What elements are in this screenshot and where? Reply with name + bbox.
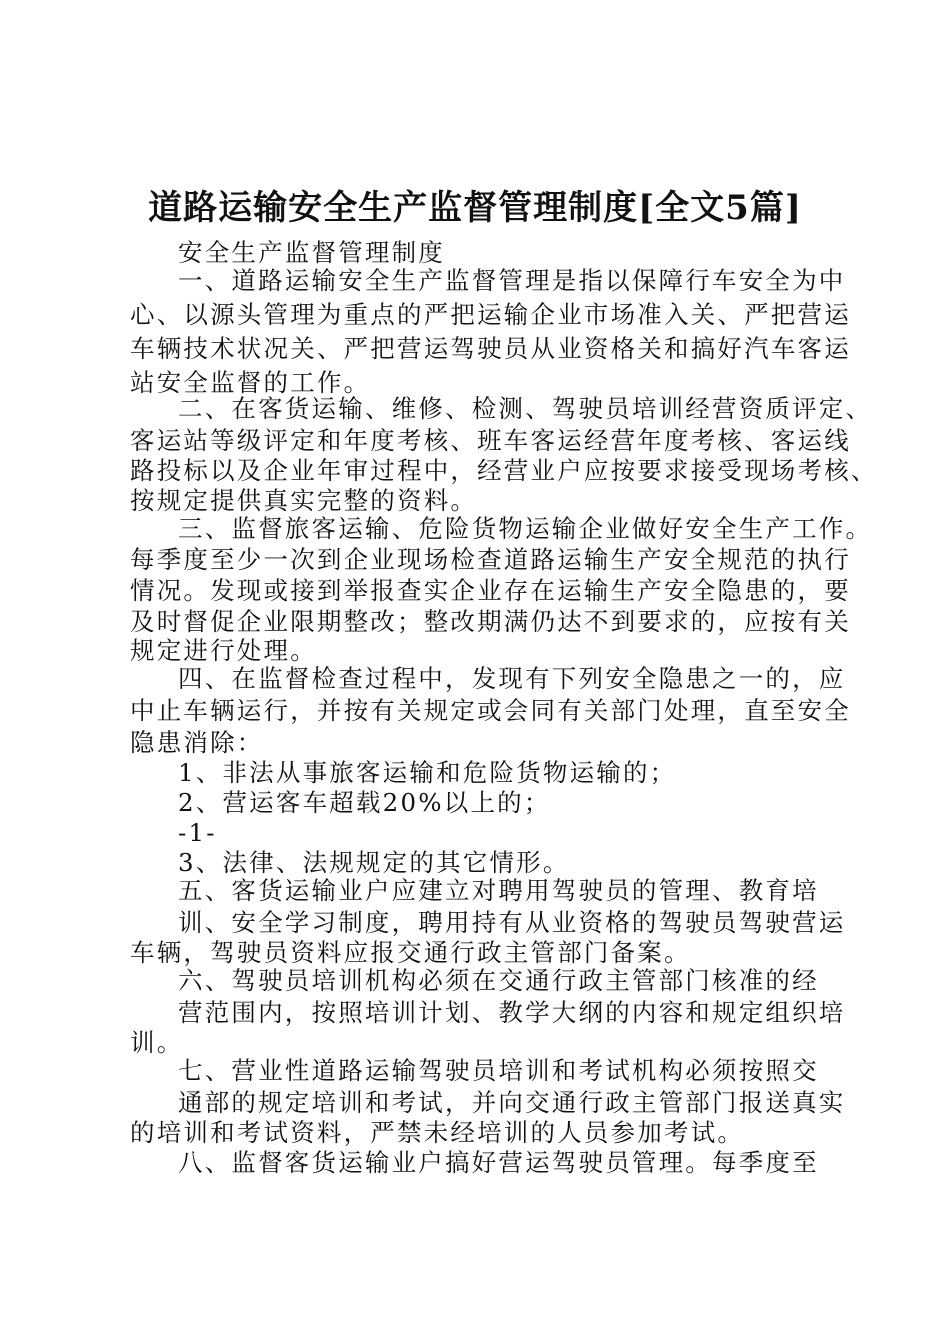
text-line: 每季度至少一次到企业现场检查道路运输生产安全规范的执行 — [130, 545, 851, 574]
document-title: 道路运输安全生产监督管理制度[全文5篇] — [148, 188, 802, 228]
text-line: 一、道路运输安全生产监督管理是指以保障行车安全为中 — [178, 266, 846, 295]
text-line: 二、在客货运输、维修、检测、驾驶员培训经营资质评定、 — [178, 394, 873, 423]
text-line: 四、在监督检查过程中，发现有下列安全隐患之一的，应 — [178, 664, 846, 693]
text-line: 训。 — [130, 1028, 184, 1057]
text-line: 按规定提供真实完整的资料。 — [130, 486, 478, 515]
text-line: 规定进行处理。 — [130, 636, 317, 665]
text-line: 三、监督旅客运输、危险货物运输企业做好安全生产工作。 — [178, 514, 873, 543]
text-line: 心、以源头管理为重点的严把运输企业市场准入关、严把营运 — [130, 300, 851, 329]
text-line: 安全生产监督管理制度 — [178, 238, 445, 267]
text-line: 五、客货运输业户应建立对聘用驾驶员的管理、教育培 — [178, 876, 819, 905]
text-line: 通部的规定培训和考试，并向交通行政主管部门报送真实 — [178, 1088, 846, 1117]
text-line: 的培训和考试资料，严禁未经培训的人员参加考试。 — [130, 1118, 745, 1147]
text-line: 及时督促企业限期整改；整改期满仍达不到要求的，应按有关 — [130, 607, 851, 636]
text-line: 隐患消除： — [130, 728, 264, 757]
text-line: 车辆技术状况关、严把营运驾驶员从业资格关和搞好汽车客运 — [130, 334, 851, 363]
text-line: 中止车辆运行，并按有关规定或会同有关部门处理，直至安全 — [130, 696, 851, 725]
text-line: 站安全监督的工作。 — [130, 368, 371, 397]
text-line: 七、营业性道路运输驾驶员培训和考试机构必须按照交 — [178, 1056, 819, 1085]
text-line: 客运站等级评定和年度考核、班车客运经营年度考核、客运线 — [130, 426, 851, 455]
list-item: 2、营运客车超载20%以上的； — [178, 788, 551, 817]
list-item: 3、法律、法规规定的其它情形。 — [178, 848, 570, 877]
text-line: 路投标以及企业年审过程中，经营业户应按要求接受现场考核、 — [130, 456, 878, 485]
text-line: 六、驾驶员培训机构必须在交通行政主管部门核准的经 — [178, 966, 819, 995]
text-line: 八、监督客货运输业户搞好营运驾驶员管理。每季度至 — [178, 1148, 819, 1177]
list-item: 1、非法从事旅客运输和危险货物运输的； — [178, 758, 677, 787]
text-line: 营范围内，按照培训计划、教学大纲的内容和规定组织培 — [178, 998, 846, 1027]
text-line: 车辆，驾驶员资料应报交通行政主管部门备案。 — [130, 938, 691, 967]
page-number: -1- — [178, 818, 217, 847]
text-line: 训、安全学习制度，聘用持有从业资格的驾驶员驾驶营运 — [178, 908, 846, 937]
text-line: 情况。发现或接到举报查实企业存在运输生产安全隐患的，要 — [130, 576, 851, 605]
